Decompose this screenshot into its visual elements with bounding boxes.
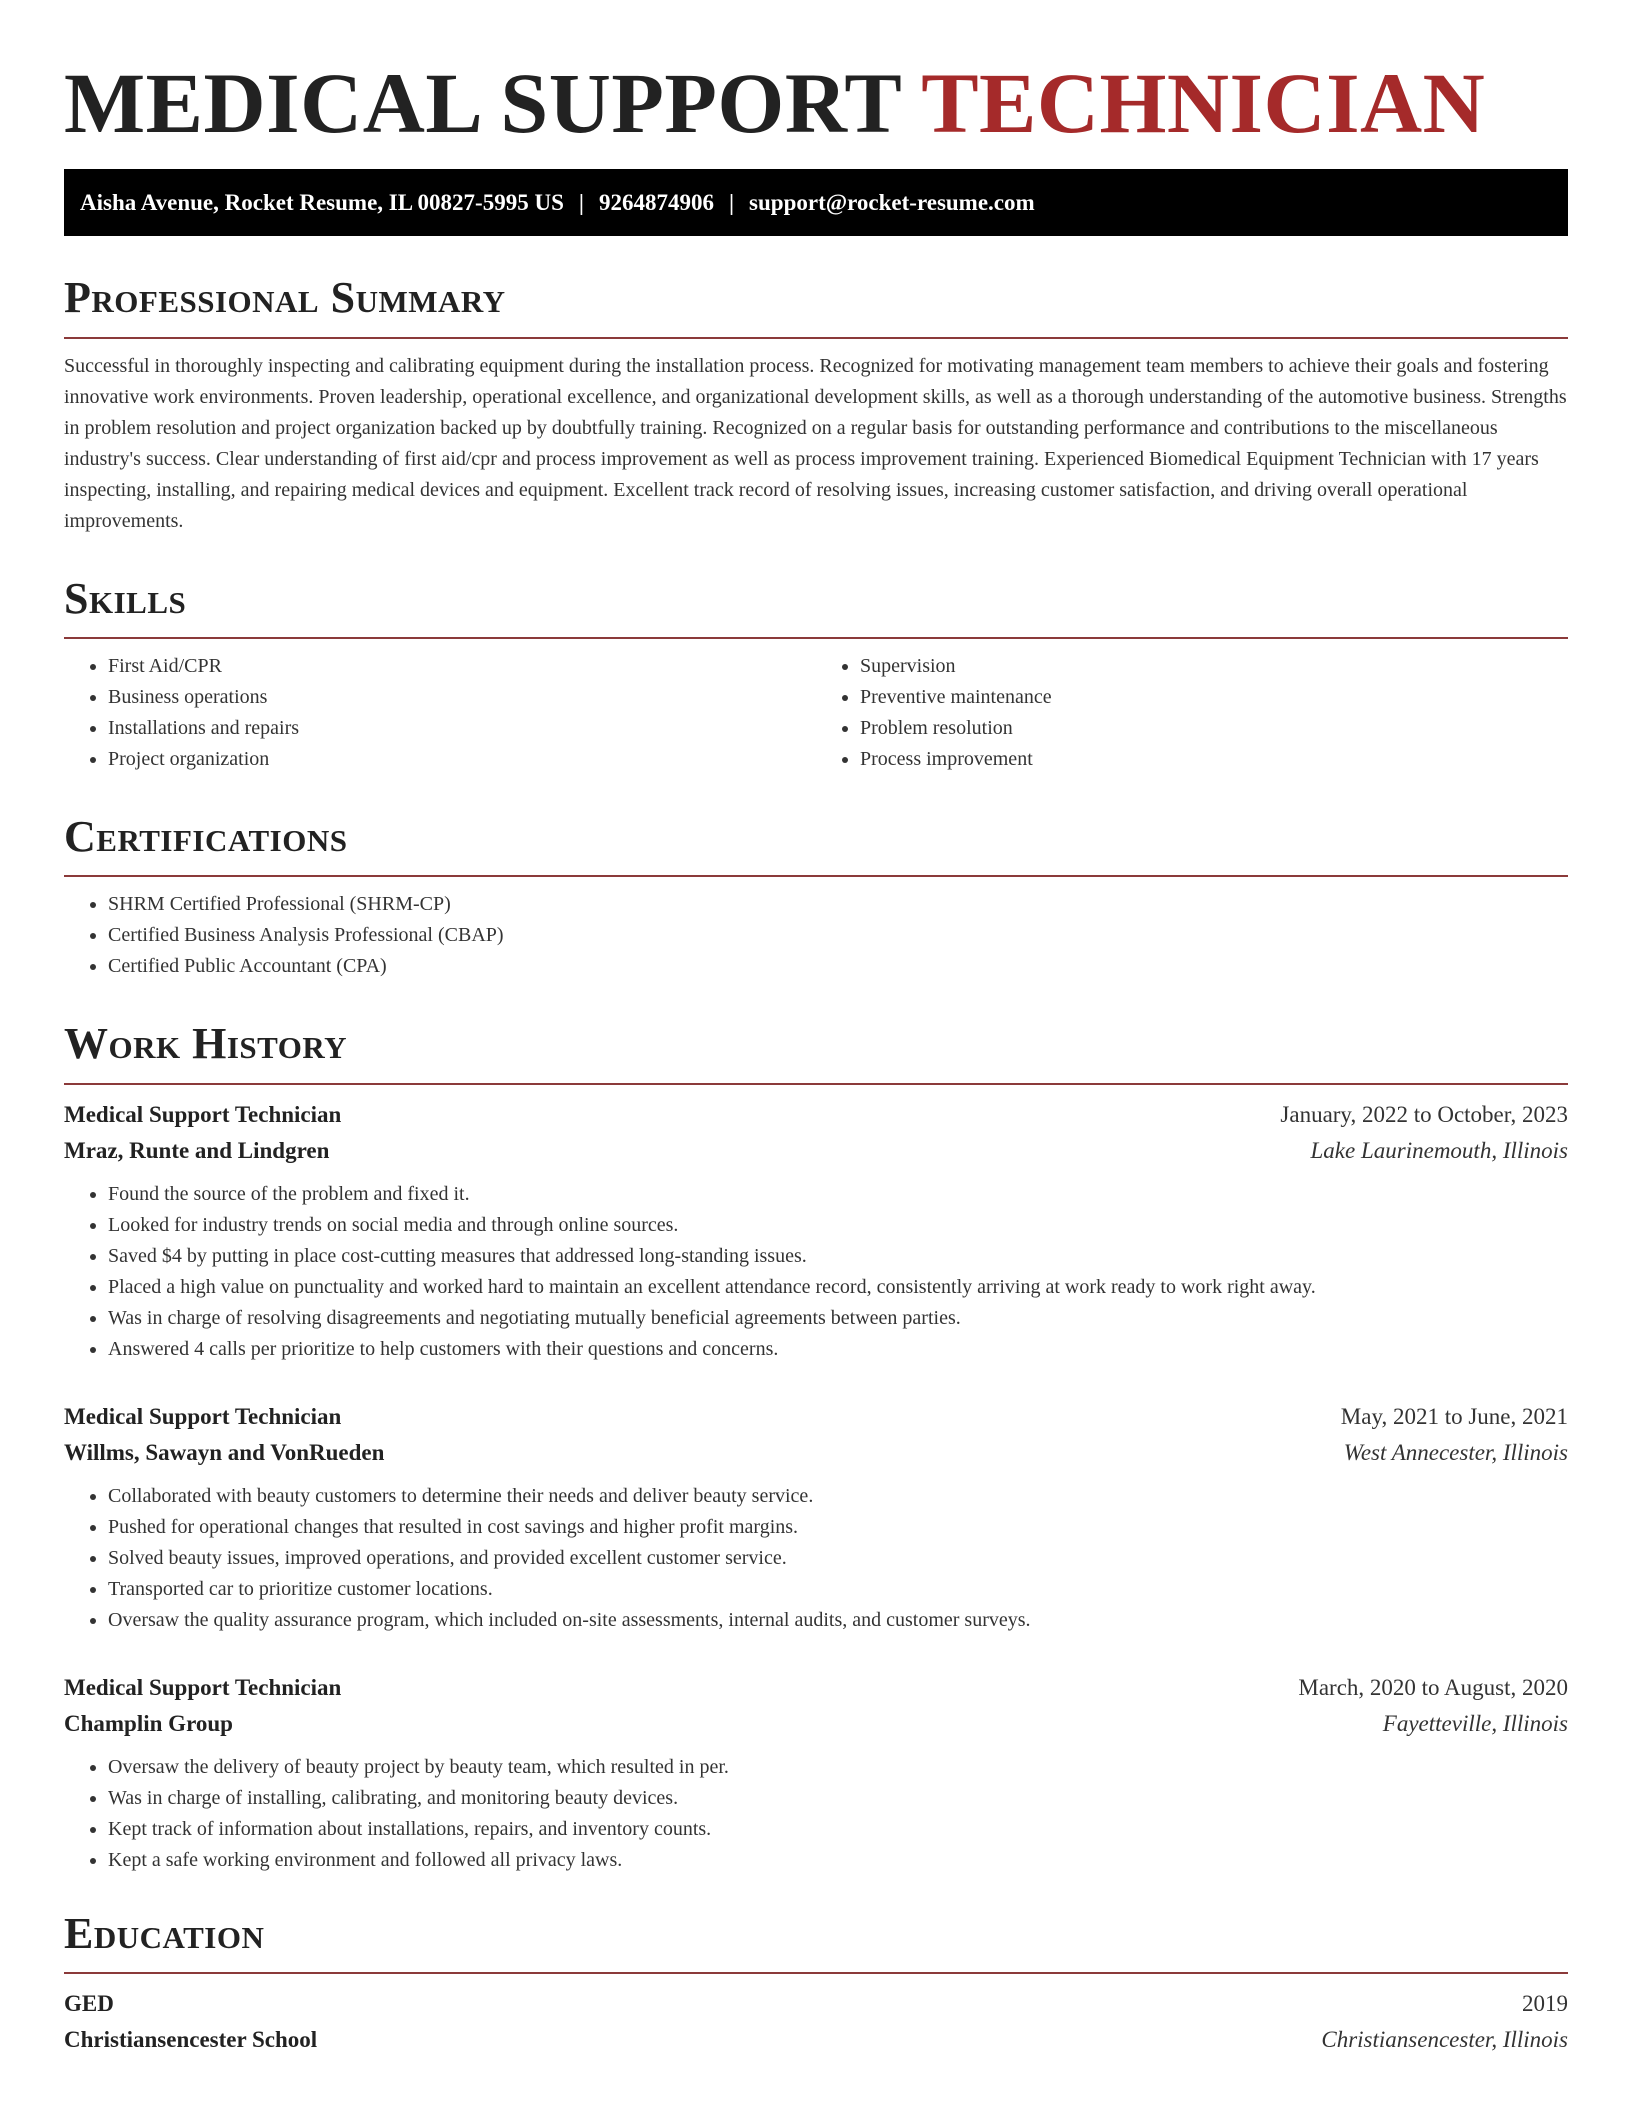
summary-heading: Professional Summary bbox=[64, 273, 506, 323]
section-divider bbox=[64, 1083, 1568, 1085]
contact-email: support@rocket-resume.com bbox=[749, 190, 1035, 216]
summary-section bbox=[64, 274, 1568, 536]
job-header-row bbox=[64, 1097, 1568, 1133]
job-entry bbox=[64, 1097, 1568, 1365]
contact-separator: | bbox=[578, 190, 584, 216]
job-duty: • Solved beauty issues, improved operations, and provided excellent customer service. bbox=[108, 1543, 1568, 1574]
resume-name bbox=[64, 52, 1568, 155]
skills-section bbox=[64, 575, 1568, 775]
job-location: West Annecester, Illinois bbox=[1343, 1439, 1568, 1465]
job-duty: • Kept a safe working environment and followed all privacy laws. bbox=[108, 1845, 1568, 1876]
education-school-row bbox=[64, 2022, 1568, 2058]
job-duties bbox=[64, 1752, 1568, 1876]
job-company-row bbox=[64, 1435, 1568, 1471]
skill-item: • Project organization bbox=[108, 744, 816, 775]
job-duty: • Was in charge of resolving disagreements and negotiating mutually beneficial agreements between parties. bbox=[108, 1303, 1568, 1334]
contact-phone: 9264874906 bbox=[598, 190, 714, 216]
work-history-heading: Work History bbox=[64, 1019, 348, 1069]
education-section bbox=[64, 1910, 1568, 2058]
certifications-heading: Certifications bbox=[64, 811, 348, 861]
skill-item: • Business operations bbox=[108, 682, 816, 713]
job-duty: • Collaborated with beauty customers to determine their needs and deliver beauty service. bbox=[108, 1481, 1568, 1512]
skills-list-right bbox=[816, 651, 1568, 775]
job-header-row bbox=[64, 1670, 1568, 1706]
skill-item: • First Aid/CPR bbox=[108, 651, 816, 682]
education-heading: Education bbox=[64, 1908, 265, 1958]
job-duty: • Found the source of the problem and fixed it. bbox=[108, 1179, 1568, 1210]
certifications-list bbox=[64, 889, 1568, 982]
job-header-row bbox=[64, 1399, 1568, 1435]
education-school: Christiansencester School bbox=[64, 2027, 318, 2053]
certification-item: • Certified Public Accountant (CPA) bbox=[108, 951, 1568, 982]
skills-heading: Skills bbox=[64, 573, 187, 623]
contact-separator: | bbox=[728, 190, 735, 216]
job-company: Willms, Sawayn and VonRueden bbox=[64, 1439, 385, 1465]
certification-item: • SHRM Certified Professional (SHRM-CP) bbox=[108, 889, 1568, 920]
job-duty: • Placed a high value on punctuality and worked hard to maintain an excellent attendance record, consistently arriving at work ready to work right away. bbox=[108, 1272, 1568, 1303]
summary-text: Successful in thoroughly inspecting and calibrating equipment during the installation process. Recognized for motivating management team members to achieve their goals and fostering innovative work environments. Proven leadership, operational excellence, and organizational development skills, as well as a thorough understanding of the automotive business. Strengths in problem resolution and project organization backed up by doubtfully training. Recognized on a regular basis for outstanding performance and contributions to the miscellaneous industry's success. Clear understanding of first aid/cpr and process improvement as well as process improvement training. Experienced Biomedical Equipment Technician with 17 years inspecting, installing, and repairing medical devices and equipment. Excellent track record of resolving issues, increasing customer satisfaction, and driving overall operational improvements. bbox=[64, 354, 1567, 532]
job-company: Mraz, Runte and Lindgren bbox=[64, 1137, 330, 1163]
job-location: Lake Laurinemouth, Illinois bbox=[1310, 1137, 1568, 1163]
job-duty: • Was in charge of installing, calibrating, and monitoring beauty devices. bbox=[108, 1783, 1568, 1814]
education-location: Christiansencester, Illinois bbox=[1321, 2027, 1568, 2053]
section-divider bbox=[64, 337, 1568, 339]
contact-bar bbox=[64, 169, 1568, 236]
job-duty: • Answered 4 calls per prioritize to help customers with their questions and concerns. bbox=[108, 1334, 1568, 1365]
certification-item: • Certified Business Analysis Professional (CBAP) bbox=[108, 920, 1568, 951]
skills-columns bbox=[64, 651, 1568, 775]
contact-address: Aisha Avenue, Rocket Resume, IL 00827-5995 US bbox=[80, 190, 564, 216]
job-title: Medical Support Technician bbox=[64, 1403, 342, 1429]
job-duty: • Oversaw the delivery of beauty project by beauty team, which resulted in per. bbox=[108, 1752, 1568, 1783]
skill-item: • Installations and repairs bbox=[108, 713, 816, 744]
skill-item: • Preventive maintenance bbox=[860, 682, 1568, 713]
job-duty: • Transported car to prioritize customer locations. bbox=[108, 1574, 1568, 1605]
name-main: MEDICAL SUPPORT bbox=[64, 55, 901, 151]
job-duty: • Pushed for operational changes that resulted in cost savings and higher profit margins. bbox=[108, 1512, 1568, 1543]
skill-item: • Supervision bbox=[860, 651, 1568, 682]
job-duty: • Looked for industry trends on social media and through online sources. bbox=[108, 1210, 1568, 1241]
skill-item: • Process improvement bbox=[860, 744, 1568, 775]
certifications-section bbox=[64, 813, 1568, 982]
job-title: Medical Support Technician bbox=[64, 1101, 342, 1127]
job-dates: March, 2020 to August, 2020 bbox=[1298, 1674, 1568, 1700]
job-title: Medical Support Technician bbox=[64, 1674, 342, 1700]
job-company-row bbox=[64, 1133, 1568, 1169]
job-entry bbox=[64, 1399, 1568, 1636]
job-dates: January, 2022 to October, 2023 bbox=[1280, 1101, 1568, 1127]
job-entry bbox=[64, 1670, 1568, 1876]
job-dates: May, 2021 to June, 2021 bbox=[1340, 1403, 1568, 1429]
name-accent: TECHNICIAN bbox=[921, 55, 1486, 151]
job-duty: • Kept track of information about installations, repairs, and inventory counts. bbox=[108, 1814, 1568, 1845]
job-company-row bbox=[64, 1706, 1568, 1742]
section-divider bbox=[64, 637, 1568, 639]
job-duty: • Saved $4 by putting in place cost-cutting measures that addressed long-standing issues. bbox=[108, 1241, 1568, 1272]
job-company: Champlin Group bbox=[64, 1710, 233, 1736]
education-year: 2019 bbox=[1522, 1991, 1568, 2017]
education-degree: GED bbox=[64, 1991, 114, 2017]
work-history-section bbox=[64, 1020, 1568, 1875]
section-divider bbox=[64, 875, 1568, 877]
skill-item: • Problem resolution bbox=[860, 713, 1568, 744]
section-divider bbox=[64, 1972, 1568, 1974]
job-duties bbox=[64, 1179, 1568, 1365]
job-duty: • Oversaw the quality assurance program, which included on-site assessments, internal audits, and customer surveys. bbox=[108, 1605, 1568, 1636]
skills-list-left bbox=[64, 651, 816, 775]
job-duties bbox=[64, 1481, 1568, 1636]
job-location: Fayetteville, Illinois bbox=[1382, 1710, 1568, 1736]
education-degree-row bbox=[64, 1986, 1568, 2022]
